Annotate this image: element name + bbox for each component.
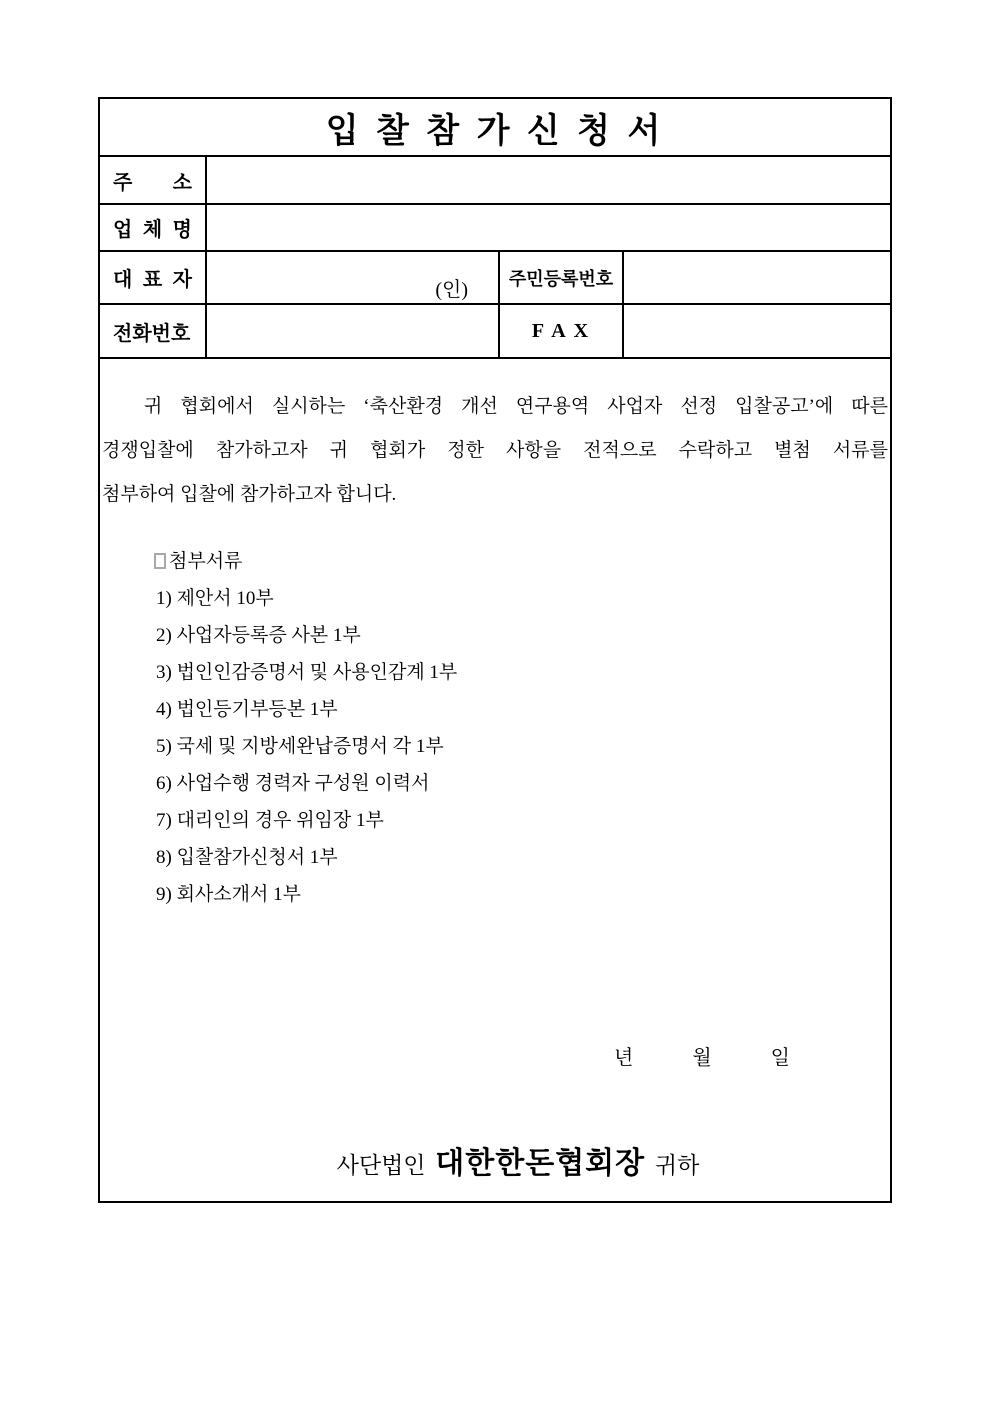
recipient-line (102, 1112, 888, 1208)
seal-placeholder: (인) (435, 279, 468, 301)
field-label-address-text: 주 소 (113, 171, 192, 194)
field-value-company-name (207, 205, 890, 250)
table-row-phone (100, 305, 890, 359)
field-label-company-name (100, 205, 207, 250)
attachment-item-2: 2) 사업자등록증 사본 1부 (156, 625, 361, 646)
field-value-phone (207, 305, 500, 357)
table-row-representative (100, 252, 890, 305)
field-value-fax (624, 305, 890, 357)
declaration-line-3: 첨부하여 입찰에 참가하고자 합니다. (102, 484, 397, 505)
form-body (100, 359, 890, 1208)
table-row-address (100, 157, 890, 205)
declaration-paragraph (102, 385, 888, 517)
declaration-line-2: 경쟁입찰에 참가하고자 귀 협회가 정한 사항을 전적으로 수락하고 별첨 서류를 (102, 440, 888, 461)
field-label-resident-number: 주민등록번호 (500, 252, 624, 303)
field-value-address (207, 157, 890, 203)
attachment-item-9: 9) 회사소개서 1부 (156, 884, 301, 905)
table-row-company-name (100, 205, 890, 252)
declaration-line-1: 귀 협회에서 실시하는 ‘축산환경 개선 연구용역 사업자 선정 입찰공고’에 따른 (144, 396, 888, 417)
recipient-prefix: 사단법인 (336, 1153, 432, 1178)
attachments-header-text: 첨부서류 (169, 551, 243, 572)
form-border-box (98, 97, 892, 1203)
field-label-company-name-text: 업 체 명 (113, 219, 192, 241)
field-value-representative (207, 252, 500, 303)
recipient-suffix: 귀하 (649, 1153, 700, 1178)
attachment-item-3: 3) 법인인감증명서 및 사용인감계 1부 (156, 662, 458, 683)
form-title: 입 찰 참 가 신 청 서 (100, 99, 890, 157)
attachment-item-4: 4) 법인등기부등본 1부 (156, 699, 338, 720)
empty-checkbox-icon (154, 553, 166, 569)
attachment-item-1: 1) 제안서 10부 (156, 588, 274, 609)
field-label-phone-text: 전화번호 (113, 322, 191, 345)
field-label-representative (100, 252, 207, 303)
attachments-section (102, 543, 888, 913)
field-label-phone (100, 305, 207, 357)
attachment-item-6: 6) 사업수행 경력자 구성원 이력서 (156, 773, 430, 794)
field-value-resident-number (624, 252, 890, 303)
field-label-fax: F A X (500, 305, 624, 357)
recipient-name: 대한한돈협회장 (435, 1147, 646, 1180)
date-line: 년 월 일 (614, 1047, 790, 1069)
attachment-item-5: 5) 국세 및 지방세완납증명서 각 1부 (156, 736, 444, 757)
field-label-address (100, 157, 207, 203)
field-label-representative-text: 대 표 자 (113, 269, 192, 291)
attachment-item-7: 7) 대리인의 경우 위임장 1부 (156, 810, 384, 831)
attachment-item-8: 8) 입찰참가신청서 1부 (156, 847, 338, 868)
attachments-header-line (154, 543, 888, 580)
